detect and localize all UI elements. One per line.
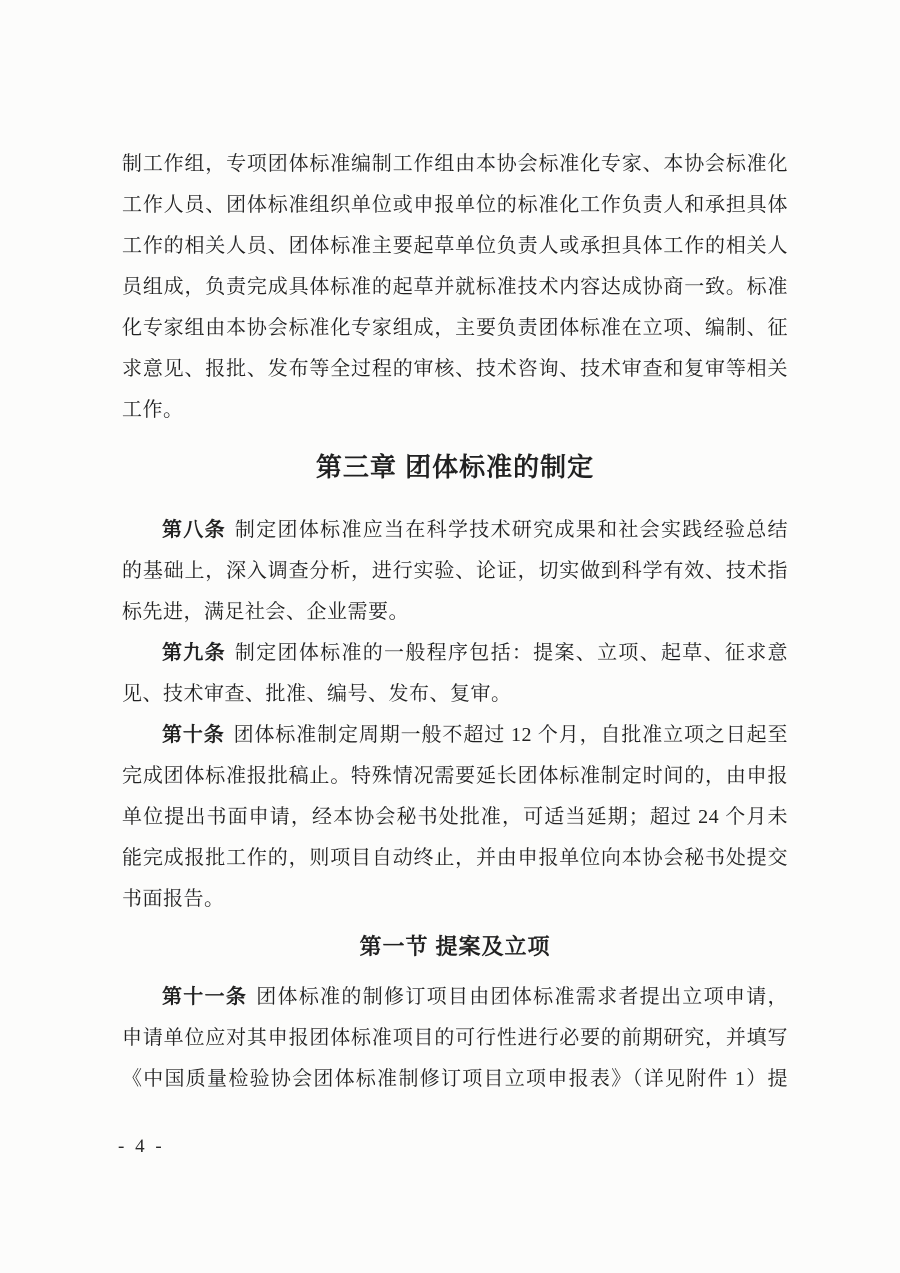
section-heading: 第一节 提案及立项 xyxy=(359,934,551,959)
page-number: - 4 - xyxy=(118,1136,165,1157)
document-body xyxy=(122,144,788,1100)
paragraph-line: 标先进，满足社会、企业需要。 xyxy=(122,601,409,623)
paragraph-line: 的基础上，深入调查分析，进行实验、论证，切实做到科学有效、技术指 xyxy=(122,560,788,582)
paragraph-line: 制工作组，专项团体标准编制工作组由本协会标准化专家、本协会标准化 xyxy=(122,153,788,175)
article-9-label: 第九条 xyxy=(162,642,226,664)
paragraph-line: 工作人员、团体标准组织单位或申报单位的标准化工作负责人和承担具体 xyxy=(122,194,788,216)
article-11-label: 第十一条 xyxy=(162,986,248,1008)
article-10-label: 第十条 xyxy=(162,724,225,746)
paragraph-line: 化专家组由本协会标准化专家组成，主要负责团体标准在立项、编制、征 xyxy=(122,317,788,339)
article-8-text: 制定团体标准应当在科学技术研究成果和社会实践经验总结 xyxy=(234,519,788,541)
paragraph-line: 书面报告。 xyxy=(122,888,225,910)
paragraph-line: 工作的相关人员、团体标准主要起草单位负责人或承担具体工作的相关人 xyxy=(122,235,788,257)
paragraph-line: 申请单位应对其申报团体标准项目的可行性进行必要的前期研究，并填写 xyxy=(122,1027,788,1049)
paragraph-line: 单位提出书面申请，经本协会秘书处批准，可适当延期；超过 24 个月未 xyxy=(122,806,788,828)
paragraph-line: 求意见、报批、发布等全过程的审核、技术咨询、技术审查和复审等相关 xyxy=(122,358,788,380)
article-8-first-line xyxy=(122,510,788,551)
article-8-label: 第八条 xyxy=(162,519,226,541)
article-9-text: 制定团体标准的一般程序包括：提案、立项、起草、征求意 xyxy=(234,642,788,664)
article-10-first-line xyxy=(122,715,788,756)
paragraph-line: 能完成报批工作的，则项目自动终止，并由申报单位向本协会秘书处提交 xyxy=(122,847,788,869)
paragraph-line: 《中国质量检验协会团体标准制修订项目立项申报表》（详见附件 1）提 xyxy=(122,1068,788,1090)
paragraph-line: 员组成，负责完成具体标准的起草并就标准技术内容达成协商一致。标准 xyxy=(122,276,788,298)
paragraph-line: 工作。 xyxy=(122,399,184,421)
chapter-heading: 第三章 团体标准的制定 xyxy=(315,452,595,482)
article-10-text: 团体标准制定周期一般不超过 12 个月，自批准立项之日起至 xyxy=(233,724,788,746)
article-11-text: 团体标准的制修订项目由团体标准需求者提出立项申请， xyxy=(256,986,788,1008)
paragraph-line: 见、技术审查、批准、编号、发布、复审。 xyxy=(122,683,512,705)
article-11-first-line xyxy=(122,977,788,1018)
paragraph-line: 完成团体标准报批稿止。特殊情况需要延长团体标准制定时间的，由申报 xyxy=(122,765,788,787)
article-9-first-line xyxy=(122,633,788,674)
